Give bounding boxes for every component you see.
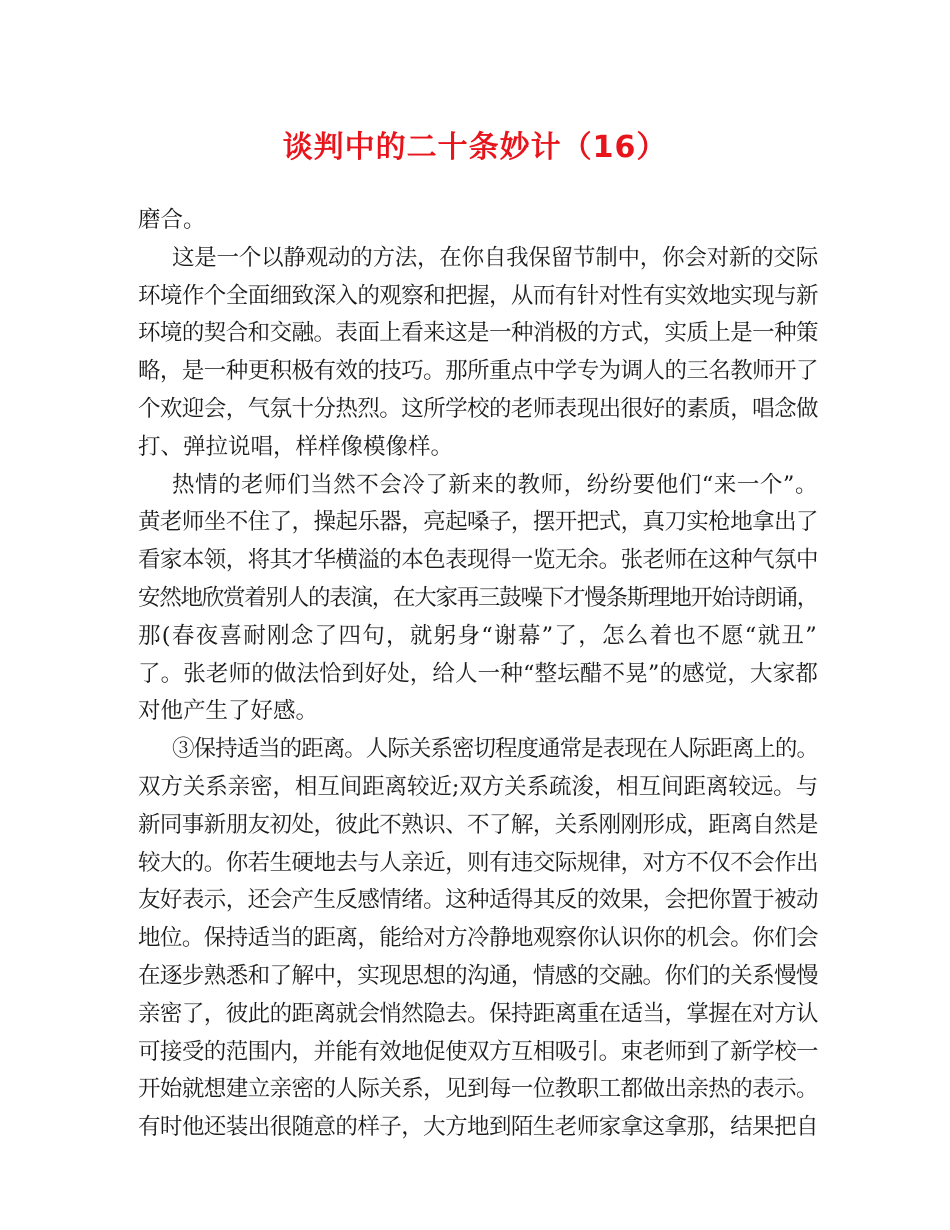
text-line: 对他产生了好感。 — [138, 698, 319, 725]
text-line: 有时他还装出很随意的样子，大方地到陌生老师家拿这拿那，结果把自 — [138, 1114, 818, 1141]
page-title: 谈判中的二十条妙计（16） — [282, 130, 668, 165]
text-line: 环境作个全面细致深入的观察和把握，从而有针对性有实效地实现与新 — [138, 282, 818, 309]
text-line: 开始就想建立亲密的人际关系，见到每一位教职工都做出亲热的表示。 — [138, 1076, 818, 1103]
text-line: 磨合。 — [138, 207, 206, 233]
text-line: 黄老师坐不住了，操起乐器，亮起嗓子，摆开把式，真刀实枪地拿出了 — [138, 509, 818, 536]
text-line: 友好表示，还会产生反感情绪。这种适得其反的效果，会把你置于被动 — [138, 887, 818, 914]
text-line: 在逐步熟悉和了解中，实现思想的沟通，情感的交融。你们的关系慢慢 — [138, 962, 818, 989]
text-line: 这是一个以静观动的方法，在你自我保留节制中，你会对新的交际 — [172, 244, 818, 271]
text-line: 地位。保持适当的距离，能给对方冷静地观察你认识你的机会。你们会 — [138, 925, 818, 952]
text-line: 打、弹拉说唱，样样像模像样。 — [138, 433, 454, 460]
text-line: 较大的。你若生硬地去与人亲近，则有违交际规律，对方不仅不会作出 — [138, 849, 818, 876]
text-line: ③保持适当的距离。人际关系密切程度通常是表现在人际距离上的。 — [172, 736, 818, 763]
text-line: 亲密了，彼此的距离就会悄然隐去。保持距离重在适当，掌握在对方认 — [138, 1000, 818, 1027]
text-line: 环境的契合和交融。表面上看来这是一种消极的方式，实质上是一种策 — [138, 320, 818, 347]
text-line: 了。张老师的做法恰到好处，给人一种“整坛醋不晃”的感觉，大家都 — [138, 660, 818, 687]
text-line: 略，是一种更积极有效的技巧。那所重点中学专为调人的三名教师开了 — [138, 358, 818, 385]
text-line: 可接受的范围内，并能有效地促使双方互相吸引。束老师到了新学校一 — [138, 1038, 818, 1065]
text-line: 热情的老师们当然不会冷了新来的教师，纷纷要他们“来一个”。 — [172, 471, 818, 498]
body-text — [138, 202, 818, 1147]
text-line: 看家本领，将其才华横溢的本色表现得一览无余。张老师在这种气氛中 — [138, 547, 818, 574]
text-line: 双方关系亲密，相互间距离较近;双方关系疏浚，相互间距离较远。与 — [138, 773, 818, 800]
text-line: 那(春夜喜耐刚念了四句，就躬身“谢幕”了，怎么着也不愿“就丑” — [138, 622, 818, 649]
text-line: 个欢迎会，气氛十分热烈。这所学校的老师表现出很好的素质，唱念做 — [138, 395, 818, 422]
text-line: 新同事新朋友初处，彼此不熟识、不了解，关系刚刚形成，距离自然是 — [138, 811, 818, 838]
text-line: 安然地欣赏着别人的表演，在大家再三鼓噪下才慢条斯理地开始诗朗诵， — [138, 584, 818, 611]
